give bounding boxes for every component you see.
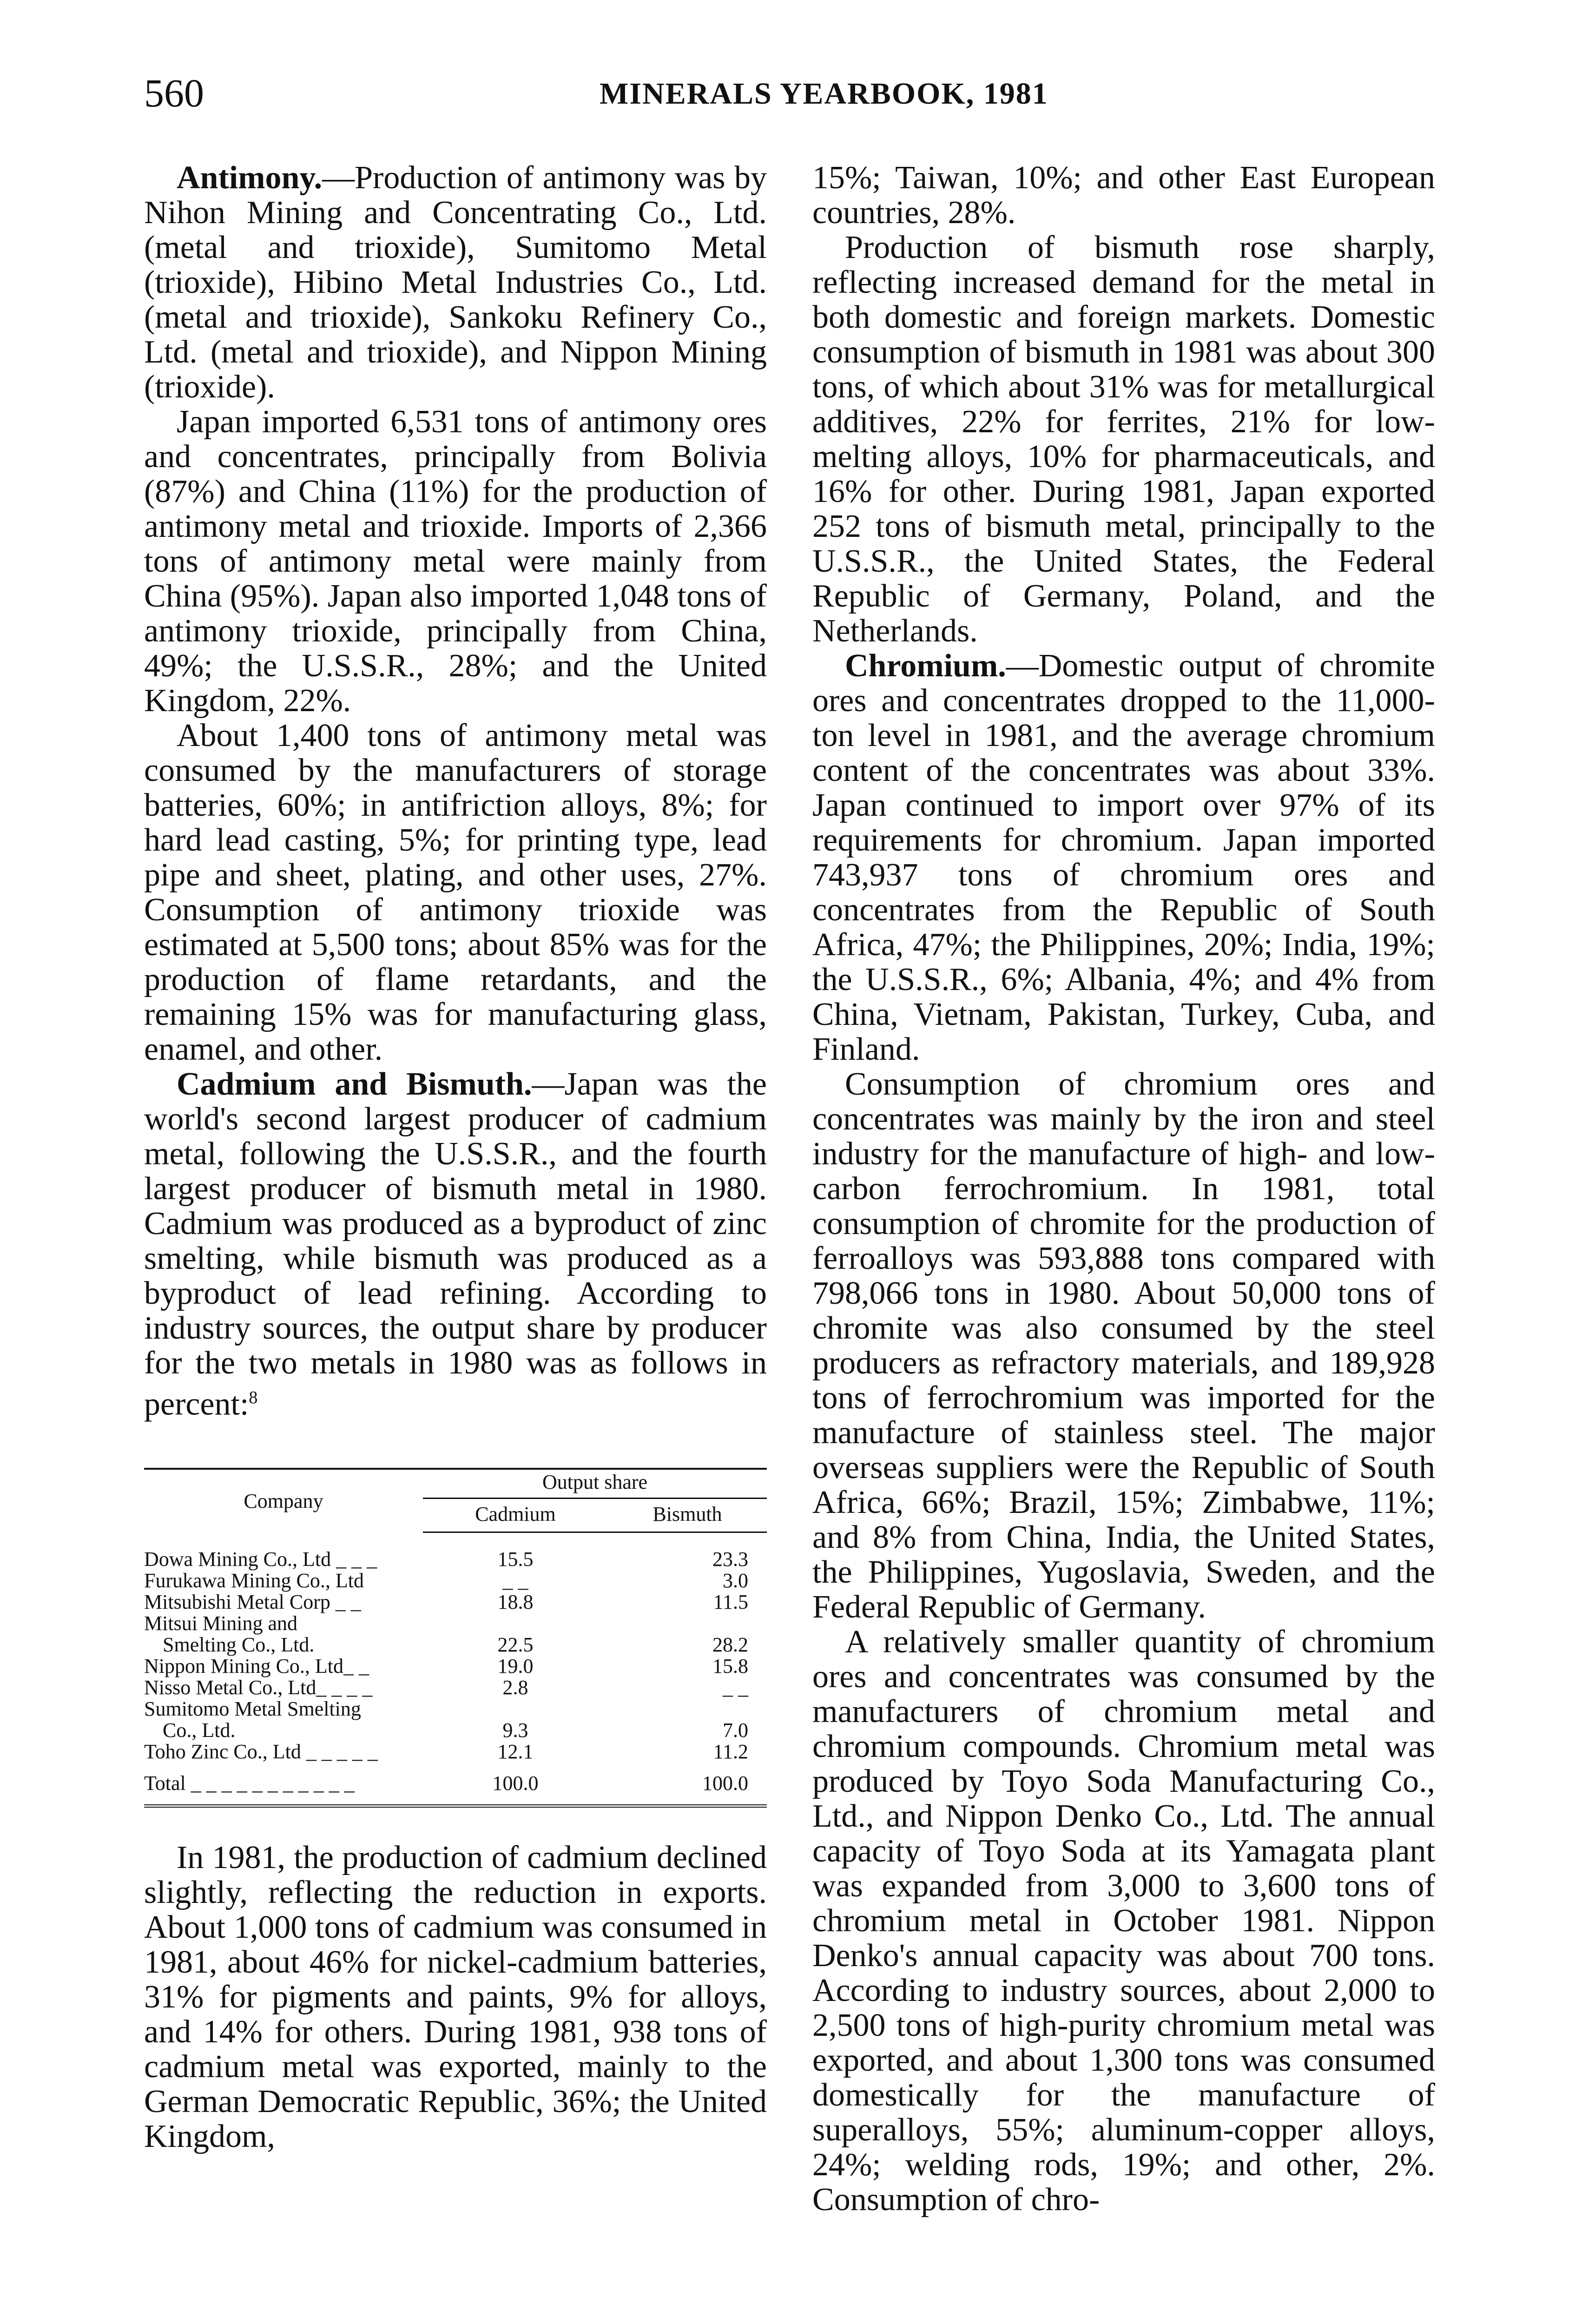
antimony-consumption-paragraph: About 1,400 tons of antimony metal was consumed by the manufacturers of storage batteries, 60%; in antifriction alloys, 8%; for hard lead casting, 5%; for printing type, lead pipe and sheet, plating, and other uses, 27%. Consumption of antimony trioxide was estimated at 5,500 tons; about 85% was for the production of flame retardants, and the remaining 15% was for manufacturing glass, enamel, and other. [144, 718, 767, 1067]
antimony-text: —Production of antimony was by Nihon Mining and Concentrating Co., Ltd. (metal and trioxide), Sumitomo Metal (trioxide), Hibino Metal Industries Co., Ltd. (metal and trioxide), Sankoku Refinery Co., Ltd. (metal and trioxide), and Nippon Mining (trioxide). [144, 160, 767, 405]
dot-leader: _ _ _ _ [316, 1676, 373, 1699]
company-name: Furukawa Mining Co., Ltd [144, 1569, 364, 1592]
cadmium-bismuth-paragraph [144, 1067, 767, 1421]
table-row [144, 1591, 767, 1613]
page-header [0, 70, 1595, 121]
dot-leader: _ _ _ _ _ [301, 1740, 378, 1763]
bismuth-value [608, 1613, 767, 1634]
cadmium-value: 18.8 [497, 1591, 534, 1614]
cadmium-value: 15.5 [497, 1548, 534, 1571]
table-row [144, 1677, 767, 1698]
table-row [144, 1720, 767, 1741]
table-total-row [144, 1763, 767, 1804]
company-name: Mitsui Mining and [144, 1612, 298, 1635]
cadmium-value: 9.3 [502, 1719, 528, 1742]
cadmium-1981-paragraph: In 1981, the production of cadmium declined slightly, reflecting the reduction in exports. About 1,000 tons of cadmium was consumed in 1981, about 46% for nickel-cadmium batteries, 31% for pigments and paints, 9% for alloys, and 14% for others. During 1981, 938 tons of cadmium metal was exported, mainly to the German Democratic Republic, 36%; the United Kingdom, [144, 1840, 767, 2155]
cadmium-value: _ _ [502, 1569, 528, 1592]
table-row [144, 1741, 767, 1763]
running-title: MINERALS YEARBOOK, 1981 [600, 77, 1048, 111]
company-name: Mitsubishi Metal Corp [144, 1591, 330, 1614]
right-column [812, 160, 1435, 2217]
bismuth-value: 11.5 [713, 1591, 748, 1614]
dot-leader: _ _ _ _ _ _ _ _ _ _ _ [185, 1772, 355, 1795]
company-name: Sumitomo Metal Smelting [144, 1697, 361, 1721]
output-share-table [144, 1468, 767, 1808]
company-name: Toho Zinc Co., Ltd [144, 1740, 301, 1763]
company-name: Dowa Mining Co., Ltd [144, 1547, 331, 1571]
table-header-cadmium: Cadmium [423, 1499, 608, 1532]
bismuth-production-paragraph: Production of bismuth rose sharply, reflecting increased demand for the metal in both domestic and foreign markets. Domestic consumption of bismuth in 1981 was about 300 tons, of which about 31% was for metallurgical additives, 22% for ferrites, 21% for low-melting alloys, 10% for pharmaceuticals, and 16% for other. During 1981, Japan exported 252 tons of bismuth metal, principally to the U.S.S.R., the United States, the Federal Republic of Germany, Poland, and the Netherlands. [812, 230, 1435, 649]
bismuth-value: 28.2 [712, 1633, 748, 1657]
total-label: Total [144, 1772, 186, 1795]
page-number: 560 [144, 71, 204, 115]
cadmium-bismuth-text: —Japan was the world's second largest producer of cadmium metal, following the U.S.S.R., and the fourth largest producer of bismuth metal in 1980. Cadmium was produced as a byproduct of zinc smelting, while bismuth was produced as a byproduct of lead refining. According to industry sources, the output share by producer for the two metals in 1980 was as follows in percent: [144, 1066, 767, 1422]
cadmium-bismuth-heading: Cadmium and Bismuth. [177, 1066, 532, 1102]
chromium-metal-paragraph: A relatively smaller quantity of chromium ores and concentrates was consumed by the manufacturers of chromium metal and chromium compounds. Chromium metal was produced by Toyo Soda Manufacturing Co., Ltd., and Nippon Denko Co., Ltd. The annual capacity of Toyo Soda at its Yamagata plant was expanded from 3,000 to 3,600 tons of chromium metal in October 1981. Nippon Denko's annual capacity was about 700 tons. According to industry sources, about 2,000 to 2,500 tons of high-purity chromium metal was exported, and about 1,300 tons was consumed domestically for the manufacture of superalloys, 55%; aluminum-copper alloys, 24%; welding rods, 19%; and other, 2%. Consumption of chro- [812, 1624, 1435, 2218]
table-header-bismuth: Bismuth [608, 1499, 767, 1532]
cadmium-value: 19.0 [497, 1655, 534, 1678]
cadmium-total: 100.0 [492, 1772, 539, 1795]
company-name: Smelting Co., Ltd. [163, 1633, 315, 1657]
bismuth-value: 3.0 [723, 1569, 748, 1592]
cadmium-value: 12.1 [497, 1740, 534, 1763]
cadmium-value [423, 1698, 608, 1720]
chromium-heading: Chromium. [845, 648, 1006, 684]
antimony-imports-paragraph: Japan imported 6,531 tons of antimony ores and concentrates, principally from Bolivia (87%) and China (11%) for the production of antimony metal and trioxide. Imports of 2,366 tons of antimony metal were mainly from China (95%). Japan also imported 1,048 tons of antimony trioxide, principally from China, 49%; the U.S.S.R., 28%; and the United Kingdom, 22%. [144, 404, 767, 719]
chromium-paragraph [812, 648, 1435, 1067]
antimony-heading: Antimony. [177, 160, 323, 196]
company-name: Co., Ltd. [163, 1719, 236, 1742]
cadmium-exports-continued: 15%; Taiwan, 10%; and other East European countries, 28%. [812, 160, 1435, 231]
footnote-marker: 8 [249, 1388, 258, 1407]
table-row [144, 1532, 767, 1571]
dot-leader: _ _ [330, 1591, 361, 1614]
cadmium-value: 22.5 [497, 1633, 534, 1657]
left-column [144, 160, 767, 2154]
cadmium-value: 2.8 [502, 1676, 528, 1699]
table-header-output-share: Output share [423, 1470, 767, 1499]
table-row [144, 1656, 767, 1677]
dot-leader: _ _ [343, 1655, 369, 1678]
bismuth-value: 11.2 [713, 1740, 748, 1763]
company-name: Nisso Metal Co., Ltd [144, 1676, 316, 1699]
table-row [144, 1613, 767, 1634]
chromium-text: —Domestic output of chromite ores and concentrates dropped to the 11,000-ton level in 1981, and the average chromium content of the concentrates was about 33%. Japan continued to import over 97% of its requirements for chromium. Japan imported 743,937 tons of chromium ores and concentrates from the Republic of South Africa, 47%; the Philippines, 20%; India, 19%; the U.S.S.R., 6%; Albania, 4%; and 4% from China, Vietnam, Pakistan, Turkey, Cuba, and Finland. [812, 648, 1435, 1067]
antimony-paragraph [144, 160, 767, 404]
table-row [144, 1698, 767, 1720]
company-name: Nippon Mining Co., Ltd [144, 1655, 344, 1678]
dot-leader: _ _ _ [331, 1547, 377, 1571]
bismuth-value [608, 1698, 767, 1720]
table-row [144, 1634, 767, 1656]
chromium-consumption-paragraph: Consumption of chromium ores and concentrates was mainly by the iron and steel industry for the manufacture of high- and low-carbon ferrochromium. In 1981, total consumption of chromite for the production of ferroalloys was 593,888 tons compared with 798,066 tons in 1980. About 50,000 tons of chromite was also consumed by the steel producers as refractory materials, and 189,928 tons of ferrochromium was imported for the manufacture of stainless steel. The major overseas suppliers were the Republic of South Africa, 66%; Brazil, 15%; Zimbabwe, 11%; and 8% from China, India, the United States, the Philippines, Yugoslavia, Sweden, and the Federal Republic of Germany. [812, 1066, 1435, 1625]
bismuth-value: 23.3 [712, 1548, 748, 1571]
bismuth-value: 7.0 [723, 1719, 748, 1742]
cadmium-value [423, 1613, 608, 1634]
bismuth-value: 15.8 [712, 1655, 748, 1678]
table-row [144, 1570, 767, 1591]
bismuth-total: 100.0 [702, 1772, 748, 1795]
table-header-company: Company [244, 1489, 323, 1512]
bismuth-value: _ _ [723, 1676, 748, 1699]
